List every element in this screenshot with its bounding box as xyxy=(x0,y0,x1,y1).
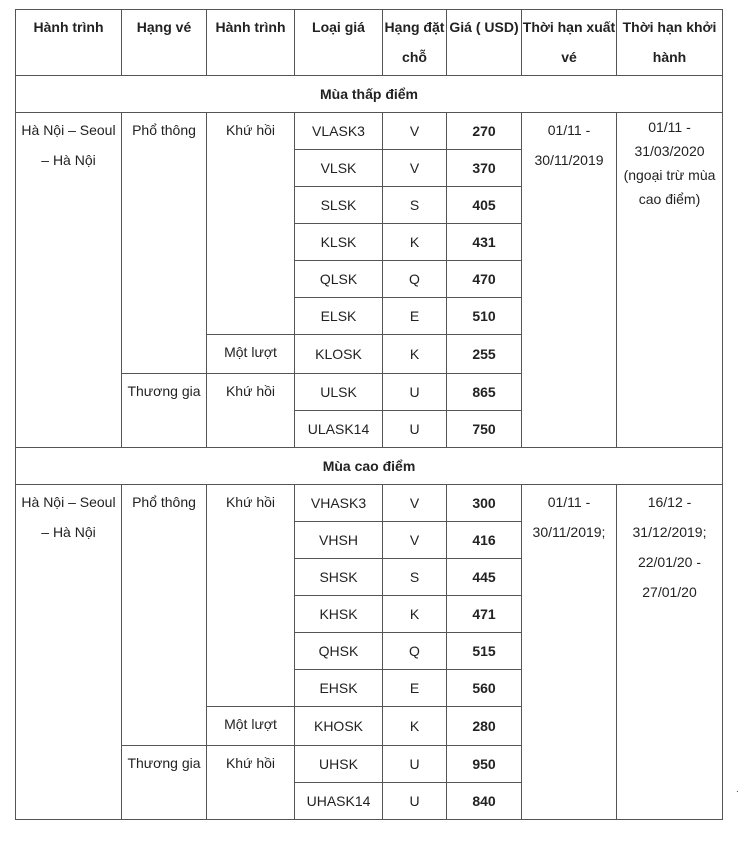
price-cell: 510 xyxy=(447,298,522,335)
price-cell: 865 xyxy=(447,374,522,411)
section-row xyxy=(16,76,723,113)
trip-type-cell: Khứ hồi xyxy=(207,113,295,335)
fare-code-cell: SHSK xyxy=(295,559,383,596)
booking-class-cell: U xyxy=(383,746,447,783)
trip-type-cell: Một lượt xyxy=(207,335,295,374)
booking-class-cell: V xyxy=(383,150,447,187)
fare-code-cell: UHSK xyxy=(295,746,383,783)
price-cell: 950 xyxy=(447,746,522,783)
section-title: Mùa thấp điểm xyxy=(16,76,723,113)
header-issue-period: Thời hạn xuất vé xyxy=(522,10,617,76)
fare-code-cell: KLOSK xyxy=(295,335,383,374)
trip-type-cell: Khứ hồi xyxy=(207,374,295,448)
section-row xyxy=(16,448,723,485)
cabin-cell: Thương gia xyxy=(122,746,207,820)
fare-code-cell: KLSK xyxy=(295,224,383,261)
table-row xyxy=(16,113,723,150)
header-route: Hành trình xyxy=(16,10,122,76)
price-cell: 280 xyxy=(447,707,522,746)
header-price: Giá ( USD) xyxy=(447,10,522,76)
fare-table xyxy=(15,9,723,820)
booking-class-cell: V xyxy=(383,522,447,559)
fare-code-cell: VLSK xyxy=(295,150,383,187)
price-cell: 300 xyxy=(447,485,522,522)
fare-code-cell: VHSH xyxy=(295,522,383,559)
departure-period-cell: 16/12 - 31/12/2019; 22/01/20 - 27/01/20 xyxy=(617,485,723,820)
price-cell: 471 xyxy=(447,596,522,633)
header-trip-type: Hành trình xyxy=(207,10,295,76)
booking-class-cell: Q xyxy=(383,633,447,670)
price-cell: 515 xyxy=(447,633,522,670)
header-departure-period: Thời hạn khởi hành xyxy=(617,10,723,76)
fare-code-cell: UHASK14 xyxy=(295,783,383,820)
cabin-cell: Phổ thông xyxy=(122,485,207,746)
header-booking-class: Hạng đặt chỗ xyxy=(383,10,447,76)
fare-code-cell: VLASK3 xyxy=(295,113,383,150)
price-cell: 270 xyxy=(447,113,522,150)
price-cell: 445 xyxy=(447,559,522,596)
fare-code-cell: ULSK xyxy=(295,374,383,411)
price-cell: 416 xyxy=(447,522,522,559)
price-cell: 470 xyxy=(447,261,522,298)
fare-code-cell: ELSK xyxy=(295,298,383,335)
booking-class-cell: E xyxy=(383,670,447,707)
booking-class-cell: K xyxy=(383,224,447,261)
route-cell: Hà Nội – Seoul – Hà Nội xyxy=(16,485,122,820)
header-fare-type: Loại giá xyxy=(295,10,383,76)
fare-code-cell: KHOSK xyxy=(295,707,383,746)
booking-class-cell: V xyxy=(383,485,447,522)
booking-class-cell: U xyxy=(383,411,447,448)
fare-code-cell: ULASK14 xyxy=(295,411,383,448)
fare-code-cell: VHASK3 xyxy=(295,485,383,522)
fare-code-cell: EHSK xyxy=(295,670,383,707)
booking-class-cell: U xyxy=(383,374,447,411)
price-cell: 560 xyxy=(447,670,522,707)
fare-code-cell: SLSK xyxy=(295,187,383,224)
booking-class-cell: E xyxy=(383,298,447,335)
departure-period-cell: 01/11 - 31/03/2020 (ngoại trừ mùa cao điểm) xyxy=(617,113,723,448)
price-cell: 431 xyxy=(447,224,522,261)
table-row xyxy=(16,485,723,522)
header-row xyxy=(16,10,723,76)
trip-type-cell: Khứ hồi xyxy=(207,485,295,707)
price-cell: 840 xyxy=(447,783,522,820)
route-cell: Hà Nội – Seoul – Hà Nội xyxy=(16,113,122,448)
cabin-cell: Phổ thông xyxy=(122,113,207,374)
booking-class-cell: V xyxy=(383,113,447,150)
trip-type-cell: Khứ hồi xyxy=(207,746,295,820)
section-title: Mùa cao điểm xyxy=(16,448,723,485)
fare-code-cell: KHSK xyxy=(295,596,383,633)
booking-class-cell: S xyxy=(383,559,447,596)
cabin-cell: Thương gia xyxy=(122,374,207,448)
booking-class-cell: U xyxy=(383,783,447,820)
fare-code-cell: QHSK xyxy=(295,633,383,670)
booking-class-cell: Q xyxy=(383,261,447,298)
price-cell: 750 xyxy=(447,411,522,448)
issue-period-cell: 01/11 - 30/11/2019 xyxy=(522,113,617,448)
price-cell: 405 xyxy=(447,187,522,224)
booking-class-cell: K xyxy=(383,335,447,374)
price-cell: 255 xyxy=(447,335,522,374)
booking-class-cell: K xyxy=(383,707,447,746)
booking-class-cell: K xyxy=(383,596,447,633)
stray-dot: . xyxy=(736,784,739,795)
booking-class-cell: S xyxy=(383,187,447,224)
issue-period-cell: 01/11 - 30/11/2019; xyxy=(522,485,617,820)
price-cell: 370 xyxy=(447,150,522,187)
fare-code-cell: QLSK xyxy=(295,261,383,298)
header-cabin: Hạng vé xyxy=(122,10,207,76)
trip-type-cell: Một lượt xyxy=(207,707,295,746)
